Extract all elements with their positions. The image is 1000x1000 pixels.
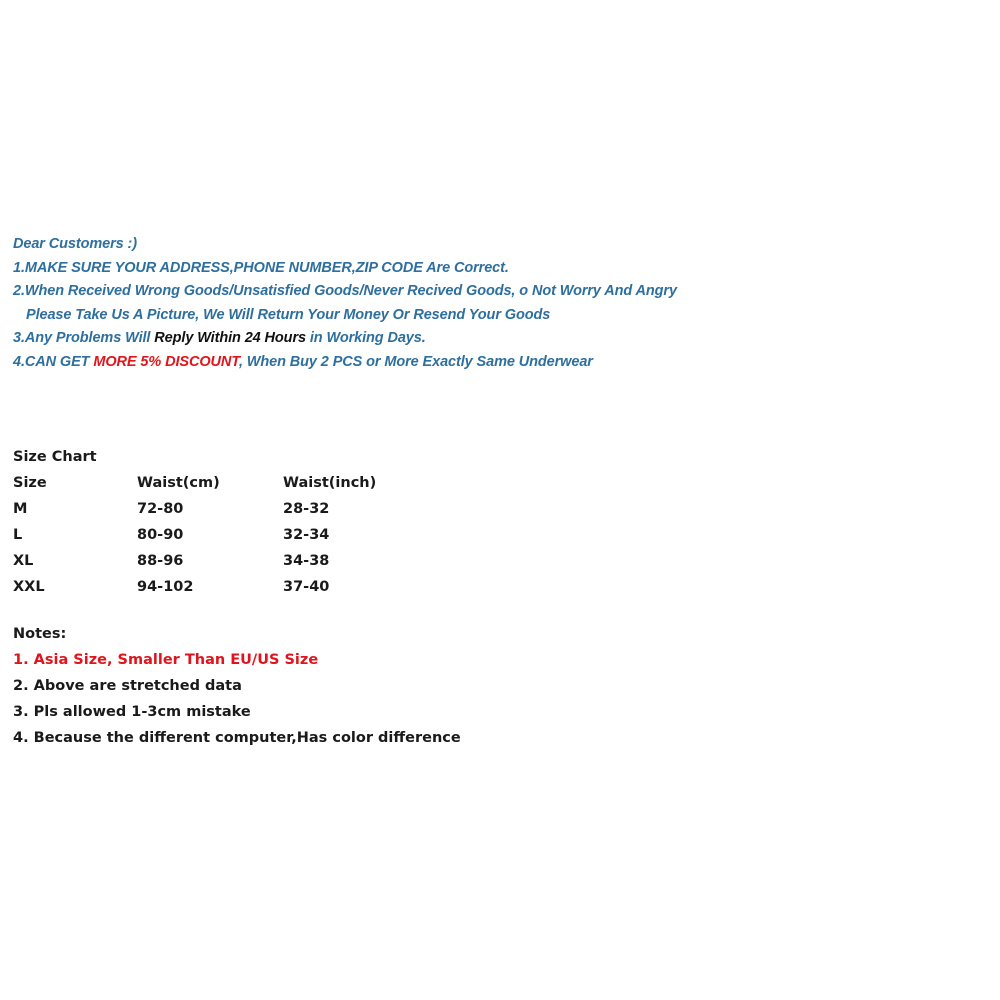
notice-item-wrong-goods-continued: Please Take Us A Picture, We Will Return Your Money Or Resend Your Goods (26, 306, 551, 323)
waist-inch-cell: 32-34 (283, 527, 330, 543)
customer-notice (13, 233, 973, 375)
notice-discount-highlight: MORE 5% DISCOUNT (93, 353, 239, 370)
notice-item-reply (13, 327, 973, 351)
waist-cm-cell: 80-90 (137, 527, 184, 543)
waist-cm-cell: 88-96 (137, 553, 184, 569)
notice-reply-highlight: Reply Within 24 Hours (154, 330, 306, 347)
size-chart-row (13, 496, 423, 522)
size-cell: M (13, 501, 28, 517)
notice-discount-suffix: , When Buy 2 PCS or More Exactly Same Underwear (238, 353, 593, 370)
note-item-mistake: 3. Pls allowed 1-3cm mistake (13, 704, 251, 720)
notice-item-address: 1.MAKE SURE YOUR ADDRESS,PHONE NUMBER,ZIP CODE Are Correct. (13, 259, 509, 276)
size-chart-title: Size Chart (13, 449, 97, 465)
size-cell: L (13, 527, 23, 543)
size-chart-header-waist-cm: Waist(cm) (137, 475, 220, 491)
notice-reply-suffix: in Working Days. (305, 330, 426, 347)
size-chart-header-size: Size (13, 475, 47, 491)
size-chart-header-waist-inch: Waist(inch) (283, 475, 377, 491)
waist-cm-cell: 94-102 (137, 579, 194, 595)
size-chart-row (13, 522, 423, 548)
size-chart-row (13, 548, 423, 574)
notice-discount-prefix: 4.CAN GET (13, 353, 94, 370)
note-item-stretched: 2. Above are stretched data (13, 678, 242, 694)
waist-cm-cell: 72-80 (137, 501, 184, 517)
notice-greeting: Dear Customers :) (13, 236, 137, 252)
note-item-color: 4. Because the different computer,Has color difference (13, 730, 461, 746)
size-chart (13, 444, 423, 600)
size-cell: XL (13, 553, 34, 569)
size-chart-row (13, 574, 423, 600)
waist-inch-cell: 34-38 (283, 553, 330, 569)
waist-inch-cell: 37-40 (283, 579, 330, 595)
note-item-asia-size: 1. Asia Size, Smaller Than EU/US Size (13, 652, 319, 668)
size-cell: XXL (13, 579, 45, 595)
notes-title: Notes: (13, 626, 67, 642)
waist-inch-cell: 28-32 (283, 501, 330, 517)
notice-item-wrong-goods: 2.When Received Wrong Goods/Unsatisfied Goods/Never Recived Goods, o Not Worry And Angry (13, 283, 677, 300)
notice-reply-prefix: 3.Any Problems Will (13, 330, 155, 347)
notes-section (13, 621, 461, 751)
notice-item-discount (13, 351, 973, 375)
size-chart-header-row (13, 470, 423, 496)
